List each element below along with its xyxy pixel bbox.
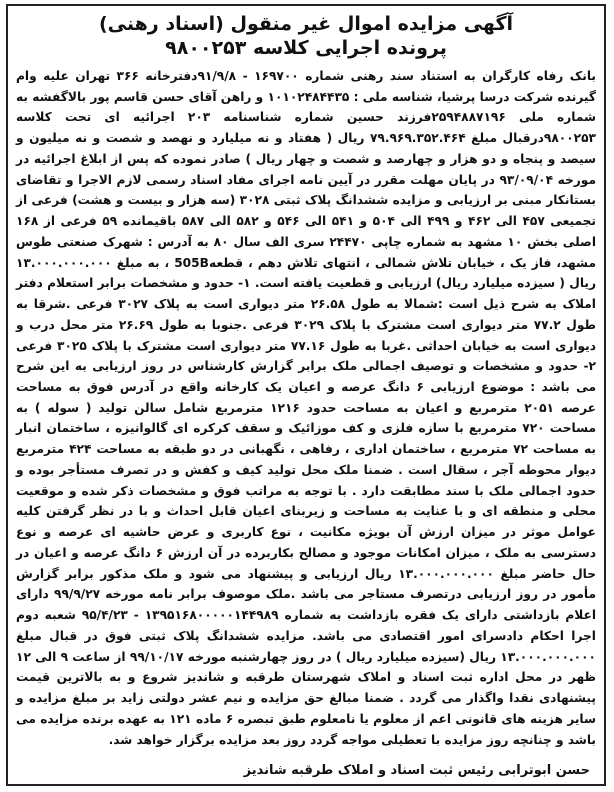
notice-body: بانک رفاه کارگران به استناد سند رهنی شماره ۱۶۹۷۰۰ - ۹۱/۹/۸دفترخانه ۳۶۶ تهران علیه وام گیرنده شرکت درسا پرشیا، شناسه ملی : ۱۰۱۰۲۴۸۴۴۳۵ و راهن آقای حسن قاسم پور بالاگفشه به شماره ملی ۲۵۹۴۸۸۷۱۹۶فرزند حسین شماره شناسنامه ۲۰۳ اجرائیه ای تحت کلاسه ۹۸۰۰۲۵۳درقبال مبلغ ۷۹.۹۶۹.۳۵۲.۴۶۴ ریال ( هفتاد و نه میلیارد و نهصد و شصت و نه میلیون و سیصد و پنجاه و دو هزار و چهارصد و شصت و چهار ریال ) صادر نموده که پس از ابلاغ اجرائیه در مورخه ۹۳/۰۹/۰۴ در پایان مهلت مقرر در آیین نامه اجرای مفاد اسناد رسمی لازم الاجرا و تقاضای بستانکار مبنی بر ارزیابی و مزایده ششدانگ پلاک ثبتی ۳۰۲۸ (سه هزار و بیست و هشت) فرعی از تجمیعی ۴۵۷ الی ۴۶۲ و ۴۹۹ الی ۵۰۴ و ۵۴۱ الی ۵۴۶ و ۵۸۲ الی ۵۸۷ باقیمانده ۵۹ فرعی از ۱۶۸ اصلی بخش ۱۰ مشهد به شماره چاپی ۲۴۴۷۰ سری الف سال ۸۰ به آدرس : شهرک صنعتی طوس مشهد، فاز یک ، خیابان تلاش شمالی ، انتهای تلاش دهم ، قطعه505B ، به مبلغ ۱۳.۰۰۰.۰۰۰.۰۰۰ ریال ( سیزده میلیارد ریال) ارزیابی و قطعیت یافته است. ۱- حدود و مشخصات برابر استعلام دفتر املاک به شرح ذیل است :شمالا به طول ۲۶.۵۸ متر دیواری است به پلاک ۳۰۲۷ فرعی .شرقا به طول ۷۷.۲ متر دیواری است مشترک با پلاک ۳۰۲۹ فرعی .جنوبا به طول ۲۶.۶۹ متر محل درب و دیواری است به خیابان احداثی .غربا به طول ۷۷.۱۶ متر دیواری است مشترک با پلاک ۳۰۲۵ فرعی ۲- حدود و مشخصات و توصیف اجمالی ملک برابر گزارش کارشناس در روز ارزیابی به این شرح می باشد : موضوع ارزیابی ۶ دانگ عرصه و اعیان یک کارخانه واقع در آدرس فوق به مساحت عرصه ۲۰۵۱ مترمربع و اعیان به مساحت حدود ۱۲۱۶ مترمربع شامل سالن تولید ( سوله ) به مساحت ۷۲۰ مترمربع با سازه فلزی و کف موزائیک و سقف کرکره ای گالوانیزه ، ساختمان انبار به مساحت ۷۲ مترمربع ، ساختمان اداری ، رفاهی ، نگهبانی در دو طبقه به مساحت ۴۲۴ مترمربع دیوار محوطه آجر ، سقال است . ضمنا ملک محل تولید کیف و کفش و در تصرف مستأجر بوده و حدود اجمالی ملک با سند مطابقت دارد . با توجه به مراتب فوق و مشخصات ذکر شده و موقعیت محلی و منطقه ای و با عنایت به مساحت و زیربنای اعیان قابل احداث و با در نظر گرفتن کلیه عوامل موثر در میزان ارزش آن بویژه مکانیت ، نوع کاربری و عرض حاشیه ای عرصه و نوع دسترسی به ملک ، میزان امکانات موجود و مصالح بکاربرده در آن ارزش ۶ دانگ عرصه و اعیان در حال حاضر مبلغ ۱۳.۰۰۰.۰۰۰.۰۰۰ ریال ارزیابی و پیشنهاد می شود و ملک مذکور برابر گزارش مأمور در روز ارزیابی درتصرف مستاجر می باشد .ملک موصوف برابر نامه مورخه ۹۹/۹/۲۷ دارای اعلام بازداشتی دارای یک فقره بازداشت به شماره ۱۳۹۵۱۶۸۰۰۰۰۰۱۴۴۹۸۹ - ۹۵/۴/۲۳ شعبه دوم اجرا احکام دادسرای امور اقتصادی می باشد. مزایده ششدانگ پلاک ثبتی فوق در قبال مبلغ ۱۳.۰۰۰.۰۰۰.۰۰۰ ریال (سیزده میلیارد ریال ) در روز چهارشنبه مورخه ۹۹/۱۰/۱۷ از ساعت ۹ الی ۱۲ ظهر در محل اداره ثبت اسناد و املاک شهرستان طرقبه و شاندیز شروع و به بالاترین قیمت پیشنهادی نقدا واگذار می گردد . ضمنا مبالغ حق مزایده و نیم عشر دولتی زاید بر مبلغ مزایده و سایر هزینه های قانونی اعم از معلوم یا نامعلوم طبق تبصره ۶ ماده ۱۲۱ به عهده برنده مزایده می باشد و چنانچه روز مزایده با تعطیلی مواجه گردد روز بعد مزایده برگزار خواهد شد. <box>16 69 597 747</box>
notice-frame <box>6 4 606 786</box>
notice-title: آگهی مزایده اموال غیر منقول (اسناد رهنی) <box>98 13 514 35</box>
notice-header <box>8 6 604 60</box>
case-number: پرونده اجرایی کلاسه ۹۸۰۰۲۵۳ <box>165 37 447 59</box>
signature: حسن ابوترابی رئیس ثبت اسناد و املاک طرقبه شاندیز <box>243 763 590 778</box>
